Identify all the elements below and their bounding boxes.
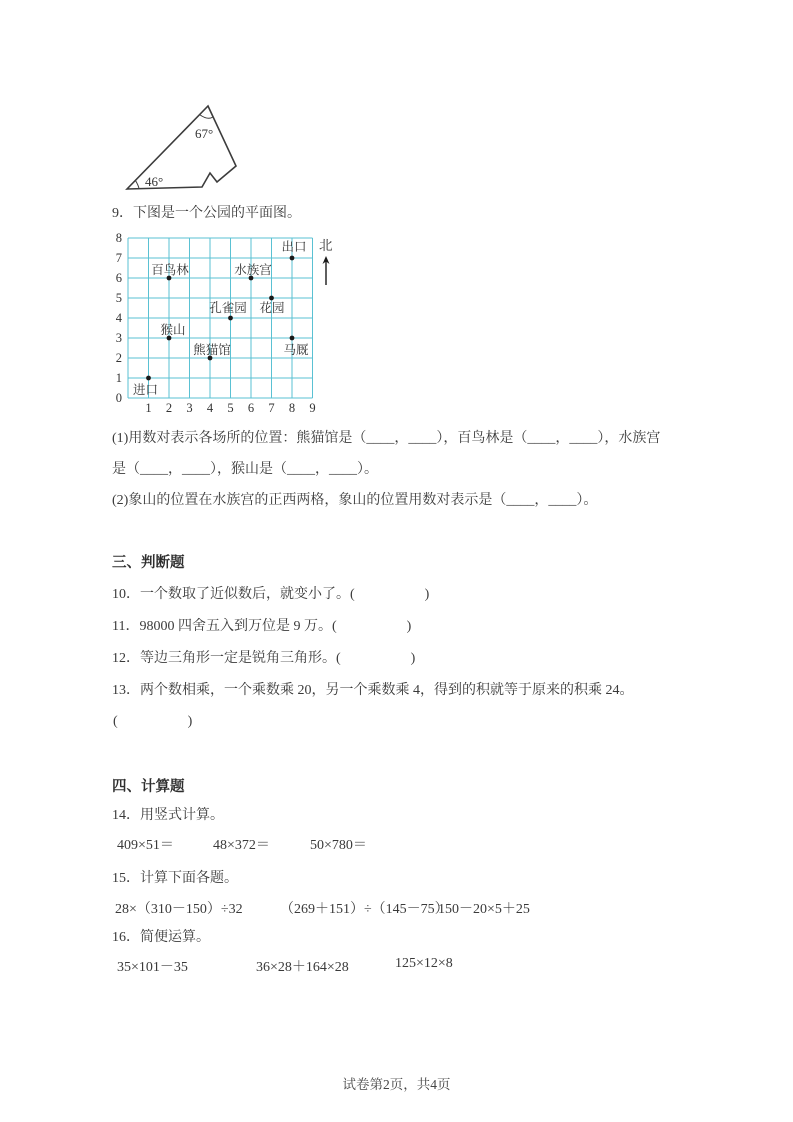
x-tick-8: 8: [288, 401, 296, 415]
question-16-label: 16．简便运算。: [112, 930, 210, 945]
page-footer: 试卷第2页，共4页: [342, 1077, 451, 1092]
x-tick-5: 5: [227, 401, 234, 415]
place-label-monkey-hill: 猴山: [160, 323, 186, 337]
expression: 50×780＝: [310, 838, 367, 853]
place-label-bird-forest: 百鸟林: [151, 263, 189, 277]
question-15-expressions: [0, 898, 793, 918]
north-label: 北: [319, 238, 333, 253]
y-tick-6: 6: [115, 271, 122, 285]
question-13-answer-bracket: ( ): [113, 714, 193, 729]
y-tick-7: 7: [115, 251, 122, 265]
question-9-title: 9．下图是一个公园的平面图。: [112, 206, 301, 221]
park-map-grid: [108, 230, 348, 420]
question-14-expressions: [0, 834, 793, 854]
triangle-figure: [115, 95, 250, 197]
angle-label-left: 46°: [145, 174, 164, 189]
x-tick-3: 3: [186, 401, 193, 415]
place-dot-peacock-garden: [228, 316, 233, 321]
x-tick-1: 1: [145, 401, 152, 415]
question-16-expressions: [0, 956, 793, 976]
q9-part2: (2)象山的位置在水族宫的正西两格，象山的位置用数对表示是（____，____）。: [112, 493, 598, 508]
place-dot-garden: [269, 296, 274, 301]
place-dot-stable: [290, 336, 295, 341]
expression: （269＋151）÷（145－75）: [280, 902, 449, 917]
section-calc-title: 四、计算题: [112, 779, 185, 795]
expression: 28×（310－150）÷32: [115, 902, 243, 917]
y-tick-4: 4: [115, 311, 122, 325]
place-dot-entrance: [146, 376, 151, 381]
question-12: 12．等边三角形一定是锐角三角形。( ): [112, 651, 416, 666]
y-tick-0: 0: [115, 391, 122, 405]
x-tick-4: 4: [206, 401, 214, 415]
place-label-garden: 花园: [259, 301, 285, 315]
question-11: 11．98000 四舍五入到万位是 9 万。( ): [112, 619, 412, 634]
x-tick-7: 7: [268, 401, 275, 415]
y-tick-3: 3: [115, 331, 122, 345]
question-14-label: 14．用竖式计算。: [112, 808, 224, 823]
left-angle-arc: [135, 180, 139, 188]
expression: 48×372＝: [213, 838, 270, 853]
y-tick-8: 8: [115, 231, 122, 245]
q9-part1-line1: (1)用数对表示各场所的位置：熊猫馆是（____，____），百鸟林是（____，____），水族宫: [112, 431, 661, 446]
expression: 409×51＝: [117, 838, 174, 853]
y-tick-5: 5: [115, 291, 122, 305]
expression: 35×101－35: [117, 960, 188, 975]
place-label-entrance: 进口: [133, 383, 159, 397]
north-arrow-icon: [323, 256, 330, 285]
place-label-stable: 马厩: [283, 343, 309, 357]
angle-label-top: 67°: [195, 126, 214, 141]
y-tick-2: 2: [115, 351, 122, 365]
q9-part1-line2: 是（____，____），猴山是（____，____）。: [112, 462, 378, 477]
y-tick-1: 1: [115, 371, 122, 385]
apex-angle-arc: [200, 115, 214, 119]
triangle-outline: [127, 106, 236, 189]
question-10: 10．一个数取了近似数后，就变小了。( ): [112, 587, 430, 602]
place-label-aquarium: 水族宫: [234, 263, 272, 277]
question-15-label: 15．计算下面各题。: [112, 871, 238, 886]
place-label-peacock-garden: 孔雀园: [209, 301, 247, 315]
x-tick-6: 6: [247, 401, 255, 415]
place-label-exit: 出口: [281, 240, 307, 254]
place-dot-exit: [290, 256, 295, 261]
x-tick-9: 9: [309, 401, 316, 415]
place-label-panda-house: 熊猫馆: [193, 343, 231, 357]
question-13: 13．两个数相乘，一个乘数乘 20，另一个乘数乘 4，得到的积就等于原来的积乘 24。: [112, 683, 634, 698]
grid-lines-horizontal: [128, 238, 313, 398]
expression: 125×12×8: [395, 956, 453, 971]
x-tick-2: 2: [165, 401, 173, 415]
expression: 36×28＋164×28: [256, 960, 349, 975]
section-judge-title: 三、判断题: [112, 555, 185, 571]
expression: 150－20×5＋25: [438, 902, 530, 917]
